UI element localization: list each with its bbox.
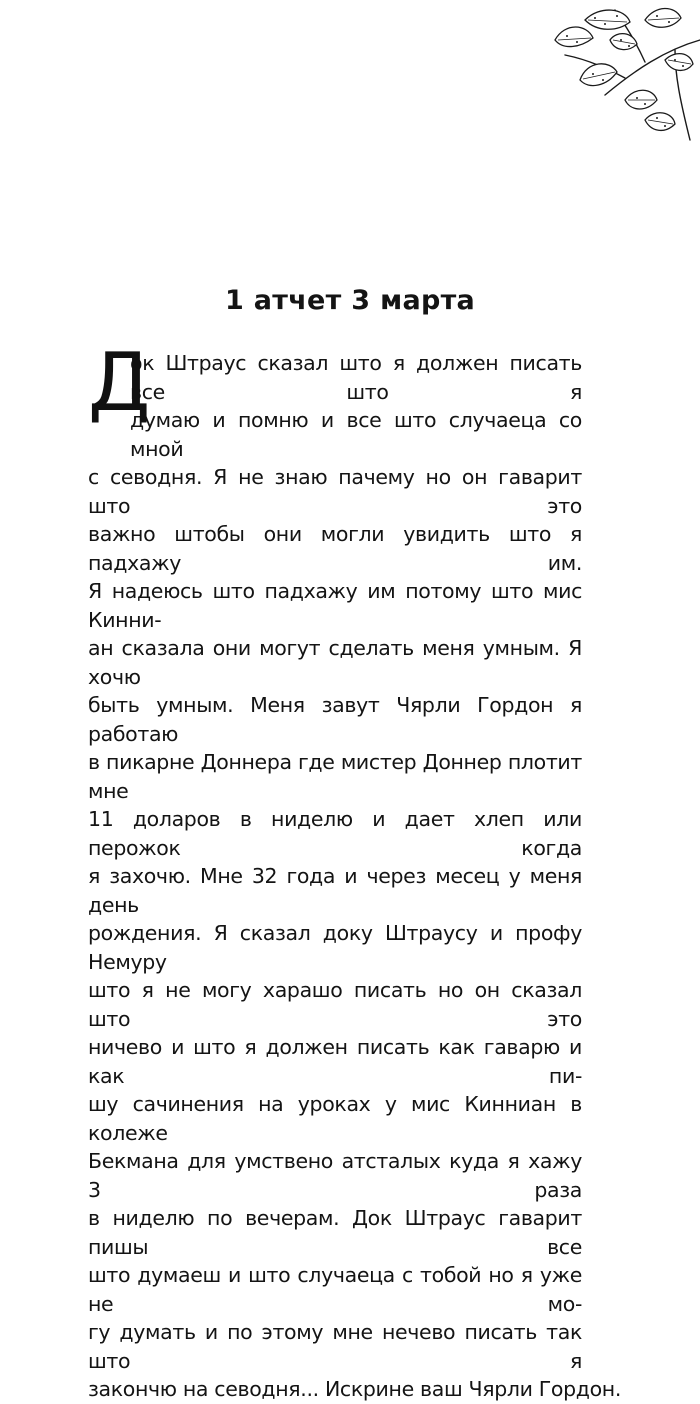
text-line: закончю на севодня... Искрине ваш Чярли Гордон. [88,1377,621,1401]
text-line: быть умным. Меня завут Чярли Гордон я работаю [88,693,582,746]
text-line: шу сачинения на уроках у мис Кинниан в колеже [88,1092,582,1145]
chapter-title: 1 атчет 3 марта [224,285,476,316]
floral-branch-illustration-icon [525,0,700,160]
text-line: што я не могу харашо писать но он сказал што это [88,978,582,1031]
text-line: Я надеюсь што падхажу им потому што мис Кинни- [88,579,582,632]
text-line: в ниделю по вечерам. Док Штраус гаварит пишы все [88,1206,582,1259]
text-line: ок Штраус сказал што я должен писать все што я [130,351,582,404]
text-line: 11 доларов в ниделю и дает хлеп или перожок когда [88,807,582,860]
text-line: рождения. Я сказал доку Штраусу и профу Немуру [88,921,582,974]
text-line: ничево и што я должен писать как гаварю и как пи- [88,1035,582,1088]
text-line: думаю и помню и все што случаеца со мной [130,408,582,461]
drop-cap: Д [88,336,151,429]
text-line: што думаеш и што случаеца с тобой но я уже не мо- [88,1263,582,1316]
text-line: я захочю. Мне 32 года и через месец у меня день [88,864,582,917]
text-line: Бекмана для умствено атсталых куда я хажу 3 раза [88,1149,582,1202]
report-body [88,336,621,1404]
text-line: в пикарне Доннера где мистер Доннер плотит мне [88,750,582,803]
text-line: гу думать и по этому мне нечево писать так што я [88,1320,582,1373]
text-line: с севодня. Я не знаю пачему но он гаварит што это [88,465,582,518]
text-line: ан сказала они могут сделать меня умным. Я хочю [88,636,582,689]
text-line: важно штобы они могли увидить што я падхажу им. [88,522,582,575]
